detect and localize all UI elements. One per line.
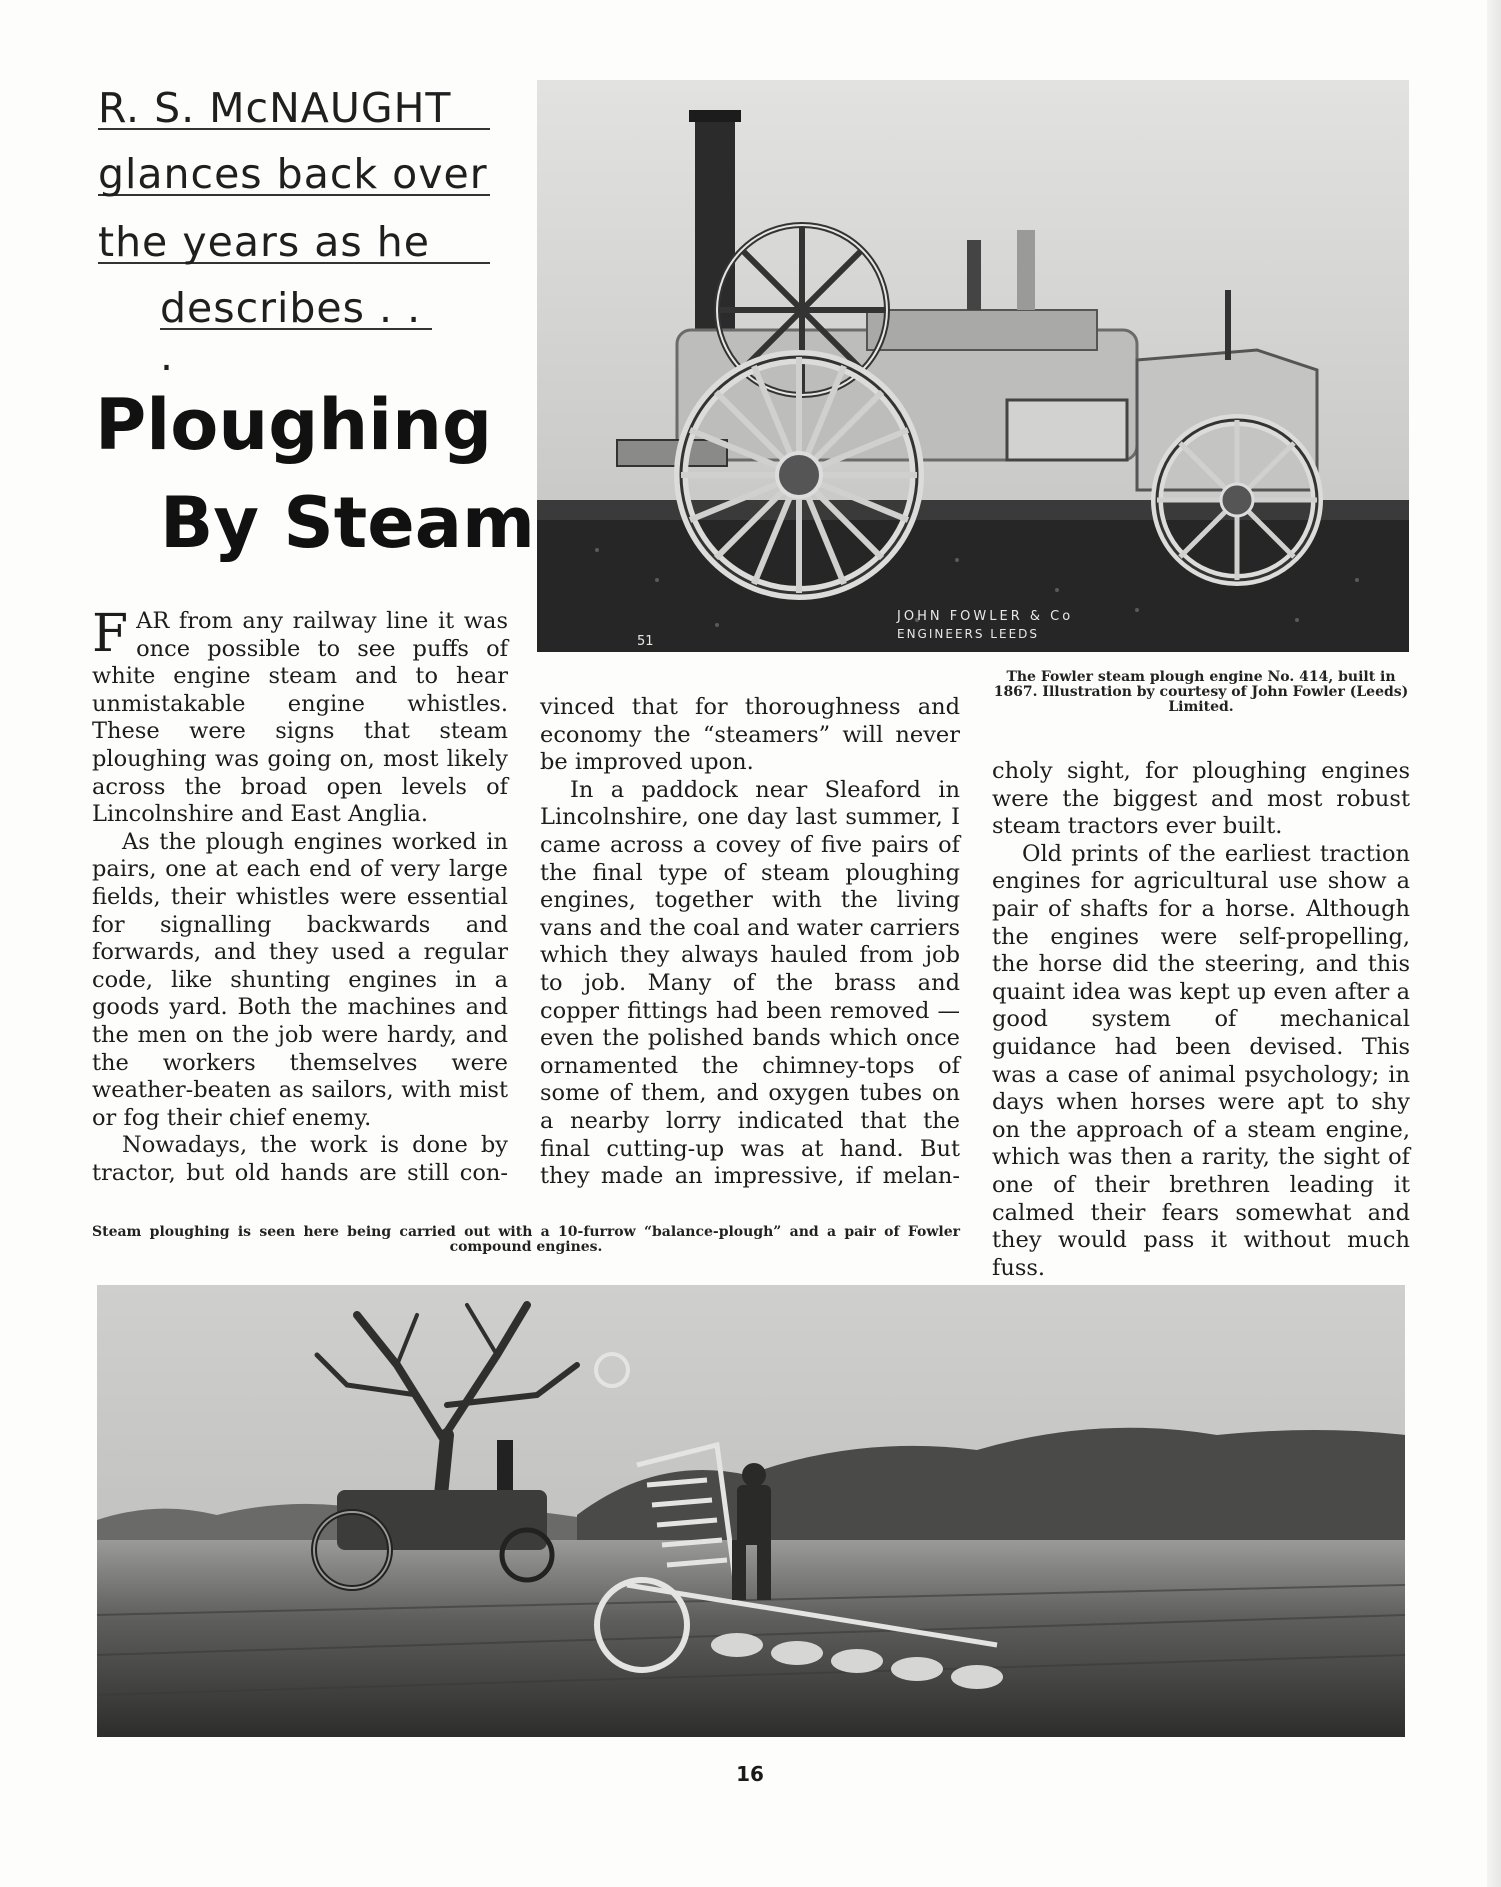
article-title-line-2: By Steam	[160, 482, 535, 564]
article-column-2	[540, 694, 960, 1191]
kicker-line-4-wrap	[160, 278, 432, 380]
kicker-line-1: R. S. McNAUGHT	[98, 78, 490, 130]
page-number: 16	[736, 1762, 764, 1786]
page-edge-shadow	[1487, 0, 1501, 1887]
paragraph-4-continued: choly sight, for ploughing engines were the biggest and most robust steam tractors ever built.	[992, 758, 1410, 840]
plate-number: 51	[637, 634, 654, 649]
kicker-line-3-wrap	[98, 212, 490, 264]
paragraph-2: As the plough engines worked in pairs, one at each end of very large fields, their whistles were essential for signalling backwards and forwards, and they used a regular code, like shunting engines in a goods yard. Both the machines and the men on the job were hardy, and the workers themselves were weather-beaten as sailors, with mist or fog their chief enemy.	[92, 828, 508, 1131]
kicker-word: he	[376, 218, 430, 266]
drop-cap: F	[92, 604, 129, 664]
photo1-caption: The Fowler steam plough engine No. 414, built in 1867. Illustration by courtesy of John Fowler (Leeds) Limited.	[993, 669, 1409, 715]
paragraph-5: Old prints of the earliest traction engines for agricultural use show a pair of shafts for a horse. Although the engines were self-propelling, the horse did the steering, and this quaint idea was kept up even after a good system of mechanical guidance had been devised. This was a case of animal psychology; in days when horses were apt to shy on the approach of a steam engine, which was then a rarity, the sight of one of their brethren leading it calmed their fears somewhat and they would pass it without much fuss.	[992, 840, 1410, 1281]
steam-engine-photo	[537, 80, 1409, 652]
kicker-line-4: describes . . .	[160, 278, 432, 330]
article-column-3	[992, 758, 1410, 1282]
ploughing-field-photo	[97, 1285, 1405, 1737]
kicker-line-3	[98, 212, 490, 264]
maker-stamp-line-2: ENGINEERS LEEDS	[897, 627, 1040, 641]
paragraph-1-text: AR from any railway line it was once possible to see puffs of white engine steam and to hear unmistakable engine whistles. These were signs that steam ploughing was going on, most likely across the broad open levels of Lincolnshire and East Anglia.	[92, 608, 508, 828]
kicker-line-2-wrap	[98, 144, 490, 196]
article-column-1	[92, 604, 508, 1187]
kicker-line-2: glances back over	[98, 144, 490, 196]
photo2-caption: Steam ploughing is seen here being carried out with a 10-furrow “balance-plough” and a pair of Fowler compound engines.	[92, 1224, 960, 1255]
paragraph-3-continued: vinced that for thoroughness and economy the “steamers” will never be improved upon.	[540, 694, 960, 776]
paragraph-3-start: Nowadays, the work is done by tractor, but old hands are still con-	[92, 1132, 508, 1186]
author-line	[98, 78, 490, 130]
kicker-word: years	[182, 218, 301, 266]
maker-stamp-line-1: JOHN FOWLER & Co	[897, 609, 1074, 624]
kicker-word: the	[98, 218, 169, 266]
paragraph-1	[92, 604, 508, 829]
article-title-line-1: Ploughing	[95, 384, 493, 466]
kicker-word: as	[314, 218, 363, 266]
paragraph-4: In a paddock near Sleaford in Lincolnshire, one day last summer, I came across a covey of five pairs of the final type of steam ploughing engines, together with the living vans and the coal and water carriers which they always hauled from job to job. Many of the brass and copper fittings had been removed —even the polished bands which once ornamented the chimney-tops of some of them, and oxygen tubes on a nearby lorry indicated that the final cutting-up was at hand. But they made an impressive, if melan-	[540, 776, 960, 1190]
